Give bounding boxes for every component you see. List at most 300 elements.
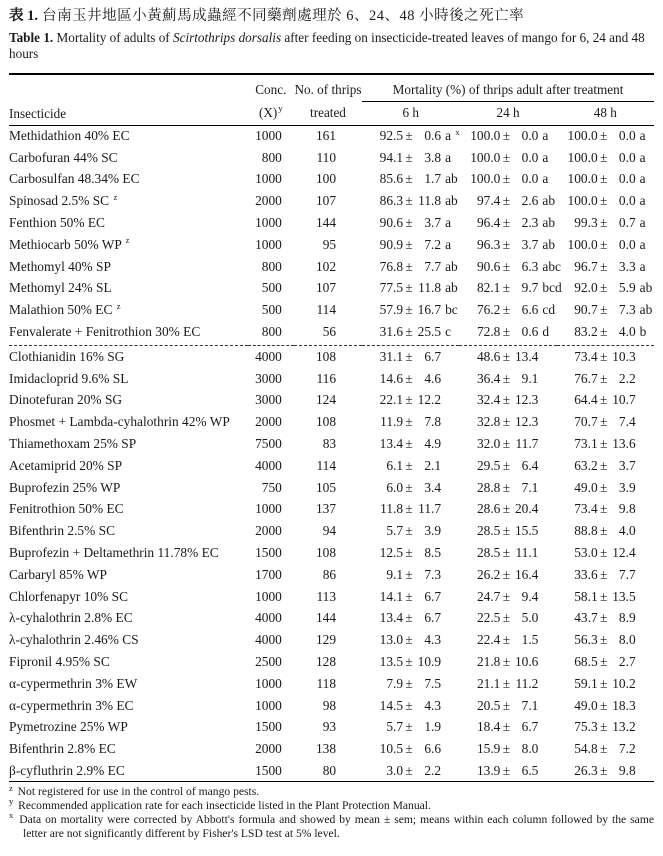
plus-minus-sign: ± xyxy=(502,436,511,452)
mortality-6h-cell xyxy=(362,738,459,760)
table-row xyxy=(9,234,654,256)
col-header-6h: 6 h xyxy=(402,105,419,120)
mortality-letters: d xyxy=(542,324,550,340)
mortality-value: 13.0 xyxy=(379,632,404,648)
table-row xyxy=(9,586,654,608)
conc-cell: 2000 xyxy=(255,193,282,209)
plus-minus-sign: ± xyxy=(502,193,511,209)
mortality-48h-cell xyxy=(557,234,654,256)
mortality-letters: cd xyxy=(542,302,556,318)
mortality-sem: 4.0 xyxy=(618,324,636,340)
mortality-48h-cell xyxy=(557,190,654,212)
conc-cell: 1000 xyxy=(255,215,282,231)
table-row xyxy=(9,125,654,147)
table-row xyxy=(9,147,654,169)
mortality-6h-cell xyxy=(362,717,459,739)
conc-cell: 750 xyxy=(261,479,282,495)
mortality-sem: 13.2 xyxy=(612,719,636,735)
plus-minus-sign: ± xyxy=(502,588,511,604)
table-row xyxy=(9,673,654,695)
mortality-value: 32.0 xyxy=(476,436,501,452)
insecticide-cell: Carbofuran 44% SC xyxy=(9,149,118,165)
mortality-value: 97.4 xyxy=(476,193,501,209)
conc-cell: 1000 xyxy=(255,675,282,691)
mortality-value: 90.7 xyxy=(574,302,598,318)
plus-minus-sign: ± xyxy=(599,523,608,539)
mortality-24h-cell xyxy=(459,234,556,256)
mortality-sem: 9.8 xyxy=(618,762,636,778)
mortality-sem: 8.5 xyxy=(424,545,442,561)
plus-minus-sign: ± xyxy=(405,193,413,209)
insecticide-cell: Fenitrothion 50% EC xyxy=(9,501,124,517)
mortality-value: 32.4 xyxy=(476,392,501,408)
footnote-marker: x xyxy=(9,810,14,821)
mortality-24h-cell xyxy=(459,321,556,343)
mortality-value: 14.5 xyxy=(379,697,404,713)
mortality-value: 31.6 xyxy=(379,324,404,340)
plus-minus-sign: ± xyxy=(502,675,511,691)
table-row xyxy=(9,433,654,455)
mortality-sem: 18.3 xyxy=(612,697,636,713)
mortality-sem: 6.4 xyxy=(521,457,539,473)
insecticide-cell: Malathion 50% EC $^z$ xyxy=(9,300,121,318)
mortality-letters: ab xyxy=(445,171,458,187)
mortality-24h-cell xyxy=(459,299,556,321)
mortality-sem: 3.7 xyxy=(618,457,636,473)
conc-cell: 4000 xyxy=(255,349,282,365)
conc-cell: 1000 xyxy=(255,697,282,713)
mortality-48h-cell xyxy=(557,321,654,343)
footnote-marker: x xyxy=(455,126,460,137)
insecticide-cell: Methidathion 40% EC xyxy=(9,128,130,144)
insecticide-cell: Clothianidin 16% SG xyxy=(9,349,125,365)
plus-minus-sign: ± xyxy=(599,719,608,735)
mortality-24h-cell xyxy=(459,169,556,191)
mortality-24h-cell xyxy=(459,346,556,368)
mortality-letters: a xyxy=(639,215,646,231)
plus-minus-sign: ± xyxy=(405,457,413,473)
plus-minus-sign: ± xyxy=(599,762,608,778)
mortality-value: 73.4 xyxy=(574,501,598,517)
mortality-6h-cell xyxy=(362,234,459,256)
mortality-value: 94.1 xyxy=(379,149,404,165)
plus-minus-sign: ± xyxy=(405,654,413,670)
treated-cell: 86 xyxy=(322,566,337,582)
mortality-value: 32.8 xyxy=(476,414,501,430)
treated-cell: 128 xyxy=(315,654,337,670)
mortality-48h-cell xyxy=(557,586,654,608)
mortality-sem: 6.5 xyxy=(521,762,539,778)
mortality-value: 18.4 xyxy=(476,719,501,735)
mortality-sem: 0.0 xyxy=(521,171,539,187)
treated-cell: 161 xyxy=(315,128,337,144)
plus-minus-sign: ± xyxy=(599,236,608,252)
mortality-value: 100.0 xyxy=(567,171,598,187)
treated-cell: 102 xyxy=(315,258,337,274)
mortality-value: 57.9 xyxy=(379,302,404,318)
mortality-sem: 13.5 xyxy=(612,588,636,604)
treated-cell: 94 xyxy=(322,523,337,539)
mortality-value: 24.7 xyxy=(476,588,501,604)
mortality-value: 11.8 xyxy=(380,501,404,517)
mortality-48h-cell xyxy=(557,411,654,433)
plus-minus-sign: ± xyxy=(502,654,511,670)
conc-cell: 2500 xyxy=(255,654,282,670)
table-row xyxy=(9,368,654,390)
mortality-value: 100.0 xyxy=(567,236,598,252)
mortality-sem: 16.4 xyxy=(514,566,539,582)
mortality-value: 6.0 xyxy=(386,479,404,495)
plus-minus-sign: ± xyxy=(502,523,511,539)
plus-minus-sign: ± xyxy=(502,149,511,165)
treated-cell: 107 xyxy=(315,280,337,296)
mortality-48h-cell xyxy=(557,629,654,651)
conc-cell: 1000 xyxy=(255,236,282,252)
plus-minus-sign: ± xyxy=(502,370,511,386)
mortality-sem: 3.8 xyxy=(424,149,442,165)
plus-minus-sign: ± xyxy=(405,258,413,274)
insecticide-cell: Fipronil 4.95% SC xyxy=(9,654,110,670)
col-header-treated-line1: No. of thrips xyxy=(294,82,362,97)
plus-minus-sign: ± xyxy=(405,370,413,386)
mortality-letters: a $^x$ xyxy=(445,126,460,144)
plus-minus-sign: ± xyxy=(599,171,608,187)
plus-minus-sign: ± xyxy=(502,741,511,757)
mortality-6h-cell xyxy=(362,190,459,212)
plus-minus-sign: ± xyxy=(502,414,511,430)
insecticide-cell: Dinotefuran 20% SG xyxy=(9,392,123,408)
mortality-sem: 4.3 xyxy=(424,632,442,648)
table-row xyxy=(9,321,654,343)
plus-minus-sign: ± xyxy=(502,128,511,144)
treated-cell: 114 xyxy=(316,302,337,318)
plus-minus-sign: ± xyxy=(599,741,608,757)
table-header xyxy=(9,74,654,125)
mortality-value: 100.0 xyxy=(567,128,598,144)
treated-cell: 129 xyxy=(315,632,337,648)
mortality-24h-cell xyxy=(459,629,556,651)
mortality-48h-cell xyxy=(557,673,654,695)
treated-cell: 124 xyxy=(315,392,337,408)
mortality-48h-cell xyxy=(557,368,654,390)
mortality-6h-cell xyxy=(362,433,459,455)
mortality-48h-cell xyxy=(557,346,654,368)
mortality-value: 28.6 xyxy=(476,501,501,517)
mortality-sem: 4.9 xyxy=(424,436,442,452)
mortality-6h-cell xyxy=(362,760,459,782)
mortality-6h-cell xyxy=(362,608,459,630)
plus-minus-sign: ± xyxy=(502,479,511,495)
plus-minus-sign: ± xyxy=(502,302,511,318)
mortality-value: 10.5 xyxy=(379,741,404,757)
mortality-sem: 10.6 xyxy=(514,654,539,670)
mortality-value: 6.1 xyxy=(386,457,404,473)
mortality-48h-cell xyxy=(557,477,654,499)
plus-minus-sign: ± xyxy=(599,675,608,691)
insecticide-cell: Phosmet + Lambda-cyhalothrin 42% WP xyxy=(9,414,230,430)
conc-cell: 1000 xyxy=(255,171,282,187)
conc-footnote-marker: y xyxy=(278,103,283,114)
mortality-24h-cell xyxy=(459,368,556,390)
plus-minus-sign: ± xyxy=(599,566,608,582)
plus-minus-sign: ± xyxy=(405,414,413,430)
mortality-sem: 16.7 xyxy=(417,302,442,318)
mortality-value: 13.9 xyxy=(476,762,501,778)
mortality-48h-cell xyxy=(557,564,654,586)
footnote: $^y$ Recommended application rate for each insecticide listed in the Plant Protection Manual. xyxy=(9,796,431,813)
treated-cell: 95 xyxy=(322,236,337,252)
mortality-6h-cell xyxy=(362,125,459,147)
mortality-sem: 3.3 xyxy=(618,258,636,274)
mortality-letters: ab xyxy=(542,215,556,231)
plus-minus-sign: ± xyxy=(599,457,608,473)
mortality-letters: a xyxy=(639,128,646,144)
mortality-sem: 1.5 xyxy=(521,632,539,648)
table-title-chinese xyxy=(9,6,654,26)
mortality-48h-cell xyxy=(557,717,654,739)
table-row xyxy=(9,520,654,542)
conc-cell: 800 xyxy=(261,324,282,340)
mortality-value: 22.5 xyxy=(476,610,501,626)
plus-minus-sign: ± xyxy=(405,523,413,539)
conc-cell: 3000 xyxy=(255,370,282,386)
mortality-value: 7.9 xyxy=(386,675,404,691)
table-row xyxy=(9,695,654,717)
mortality-value: 36.4 xyxy=(476,370,501,386)
mortality-value: 96.4 xyxy=(476,215,501,231)
plus-minus-sign: ± xyxy=(405,762,413,778)
mortality-value: 90.6 xyxy=(379,215,404,231)
mortality-24h-cell xyxy=(459,125,556,147)
plus-minus-sign: ± xyxy=(599,436,608,452)
mortality-value: 73.4 xyxy=(574,349,598,365)
treated-cell: 144 xyxy=(315,215,337,231)
footnotes xyxy=(9,782,654,841)
mortality-6h-cell xyxy=(362,477,459,499)
mortality-letters: a xyxy=(445,236,452,252)
mortality-value: 53.0 xyxy=(574,545,598,561)
col-header-treated-line2: treated xyxy=(310,104,346,120)
plus-minus-sign: ± xyxy=(502,236,511,252)
mortality-letters: bcd xyxy=(542,280,562,296)
mortality-value: 22.4 xyxy=(476,632,501,648)
table-row xyxy=(9,346,654,368)
mortality-24h-cell xyxy=(459,147,556,169)
mortality-letters: ab xyxy=(445,193,458,209)
plus-minus-sign: ± xyxy=(405,697,413,713)
plus-minus-sign: ± xyxy=(502,501,511,517)
mortality-value: 75.3 xyxy=(574,719,598,735)
conc-cell: 1000 xyxy=(255,501,282,517)
mortality-sem: 0.0 xyxy=(618,171,636,187)
mortality-sem: 9.7 xyxy=(521,280,539,296)
mortality-value: 28.5 xyxy=(476,545,501,561)
plus-minus-sign: ± xyxy=(599,588,608,604)
mortality-value: 100.0 xyxy=(470,149,501,165)
plus-minus-sign: ± xyxy=(502,215,511,231)
mortality-24h-cell xyxy=(459,564,556,586)
mortality-value: 73.1 xyxy=(574,436,598,452)
plus-minus-sign: ± xyxy=(405,215,413,231)
conc-cell: 4000 xyxy=(255,632,282,648)
mortality-24h-cell xyxy=(459,390,556,412)
mortality-sem: 7.7 xyxy=(424,258,442,274)
mortality-24h-cell xyxy=(459,433,556,455)
plus-minus-sign: ± xyxy=(502,324,511,340)
table-row xyxy=(9,212,654,234)
mortality-value: 12.5 xyxy=(379,545,404,561)
mortality-sem: 2.7 xyxy=(618,654,636,670)
mortality-value: 99.3 xyxy=(574,215,598,231)
mortality-24h-cell xyxy=(459,499,556,521)
treated-cell: 56 xyxy=(322,324,337,340)
mortality-value: 100.0 xyxy=(567,193,598,209)
mortality-6h-cell xyxy=(362,695,459,717)
plus-minus-sign: ± xyxy=(502,457,511,473)
mortality-sem: 20.4 xyxy=(514,501,539,517)
insecticide-cell: Bifenthrin 2.8% EC xyxy=(9,741,116,757)
treated-cell: 105 xyxy=(315,479,337,495)
plus-minus-sign: ± xyxy=(502,762,511,778)
mortality-letters: a xyxy=(542,128,549,144)
mortality-value: 26.2 xyxy=(476,566,501,582)
mortality-sem: 6.7 xyxy=(424,349,442,365)
species-name: Scirtothrips dorsalis xyxy=(173,30,282,45)
plus-minus-sign: ± xyxy=(599,258,608,274)
mortality-24h-cell xyxy=(459,542,556,564)
mortality-sem: 7.1 xyxy=(521,479,539,495)
mortality-value: 92.5 xyxy=(379,128,404,144)
mortality-value: 49.0 xyxy=(574,479,598,495)
mortality-sem: 7.5 xyxy=(424,675,442,691)
mortality-letters: a xyxy=(445,215,452,231)
mortality-sem: 2.1 xyxy=(424,457,442,473)
mortality-6h-cell xyxy=(362,299,459,321)
mortality-sem: 11.7 xyxy=(515,436,539,452)
plus-minus-sign: ± xyxy=(405,280,413,296)
mortality-letters: a xyxy=(639,149,646,165)
mortality-48h-cell xyxy=(557,695,654,717)
footnote: $^z$ Not registered for use in the control of mango pests. xyxy=(9,782,260,799)
insecticide-cell: Imidacloprid 9.6% SL xyxy=(9,370,129,386)
mortality-sem: 11.7 xyxy=(418,501,442,517)
mortality-sem: 1.7 xyxy=(424,171,442,187)
conc-cell: 500 xyxy=(261,302,282,318)
conc-cell: 1500 xyxy=(255,545,282,561)
plus-minus-sign: ± xyxy=(405,675,413,691)
table-body-group-2 xyxy=(9,346,654,782)
mortality-24h-cell xyxy=(459,695,556,717)
mortality-sem: 11.8 xyxy=(418,280,442,296)
col-header-conc-line1: Conc. xyxy=(255,82,287,97)
insecticide-cell: Methomyl 40% SP xyxy=(9,258,111,274)
plus-minus-sign: ± xyxy=(405,392,413,408)
mortality-sem: 8.0 xyxy=(618,632,636,648)
insecticide-cell: Methiocarb 50% WP $^z$ xyxy=(9,235,130,252)
mortality-sem: 9.8 xyxy=(618,501,636,517)
plus-minus-sign: ± xyxy=(405,545,413,561)
mortality-sem: 7.1 xyxy=(521,697,539,713)
mortality-sem: 4.6 xyxy=(424,370,442,386)
table-title-english xyxy=(9,30,654,61)
plus-minus-sign: ± xyxy=(599,280,608,296)
mortality-24h-cell xyxy=(459,738,556,760)
mortality-value: 56.3 xyxy=(574,632,598,648)
mortality-sem: 5.0 xyxy=(521,610,539,626)
table-body-group-1 xyxy=(9,125,654,343)
plus-minus-sign: ± xyxy=(502,566,511,582)
mortality-value: 14.1 xyxy=(379,588,404,604)
mortality-value: 21.8 xyxy=(476,654,501,670)
mortality-24h-cell xyxy=(459,673,556,695)
treated-cell: 108 xyxy=(315,349,337,365)
table-row xyxy=(9,651,654,673)
plus-minus-sign: ± xyxy=(599,414,608,430)
mortality-sem: 8.0 xyxy=(521,741,539,757)
insecticide-cell: Carbosulfan 48.34% EC xyxy=(9,171,140,187)
treated-cell: 144 xyxy=(315,610,337,626)
table-title-chinese-label: 表 1. xyxy=(9,8,38,24)
col-header-insecticide: Insecticide xyxy=(9,105,67,121)
insecticide-cell: λ-cyhalothrin 2.46% CS xyxy=(9,632,139,648)
mortality-letters: ab xyxy=(542,193,556,209)
plus-minus-sign: ± xyxy=(502,545,511,561)
table-row xyxy=(9,542,654,564)
treated-cell: 113 xyxy=(316,588,337,604)
mortality-value: 14.6 xyxy=(379,370,404,386)
mortality-value: 22.1 xyxy=(379,392,404,408)
mortality-sem: 0.0 xyxy=(521,149,539,165)
mortality-sem: 3.4 xyxy=(424,479,442,495)
mortality-48h-cell xyxy=(557,212,654,234)
mortality-sem: 12.2 xyxy=(417,392,442,408)
plus-minus-sign: ± xyxy=(599,149,608,165)
treated-cell: 107 xyxy=(315,193,337,209)
conc-cell: 2000 xyxy=(255,414,282,430)
conc-cell: 1700 xyxy=(255,566,282,582)
table-row xyxy=(9,717,654,739)
conc-unit: (X) xyxy=(259,104,278,120)
mortality-value: 58.1 xyxy=(574,588,598,604)
plus-minus-sign: ± xyxy=(599,610,608,626)
mortality-value: 76.2 xyxy=(476,302,501,318)
mortality-6h-cell xyxy=(362,520,459,542)
mortality-6h-cell xyxy=(362,455,459,477)
insecticide-cell: Buprofezin + Deltamethrin 11.78% EC xyxy=(9,545,219,561)
mortality-sem: 4.0 xyxy=(618,523,636,539)
mortality-sem: 0.0 xyxy=(618,149,636,165)
mortality-48h-cell xyxy=(557,520,654,542)
plus-minus-sign: ± xyxy=(405,501,413,517)
conc-cell: 1500 xyxy=(255,719,282,735)
mortality-sem: 2.3 xyxy=(521,215,539,231)
table-row xyxy=(9,256,654,278)
plus-minus-sign: ± xyxy=(502,392,511,408)
insecticide-cell: Acetamiprid 20% SP xyxy=(9,457,123,473)
mortality-sem: 0.6 xyxy=(424,128,442,144)
plus-minus-sign: ± xyxy=(502,632,511,648)
mortality-sem: 7.4 xyxy=(618,414,636,430)
mortality-value: 15.9 xyxy=(476,741,501,757)
table-title-chinese-text: 台南玉井地區小黃薊馬成蟲經不同藥劑處理於 6、24、48 小時後之死亡率 xyxy=(38,8,525,24)
conc-cell: 1000 xyxy=(255,128,282,144)
mortality-sem: 0.0 xyxy=(618,236,636,252)
treated-cell: 114 xyxy=(316,457,337,473)
mortality-sem: 10.3 xyxy=(612,349,636,365)
mortality-value: 76.8 xyxy=(379,258,404,274)
mortality-24h-cell xyxy=(459,520,556,542)
mortality-sem: 25.5 xyxy=(417,324,442,340)
